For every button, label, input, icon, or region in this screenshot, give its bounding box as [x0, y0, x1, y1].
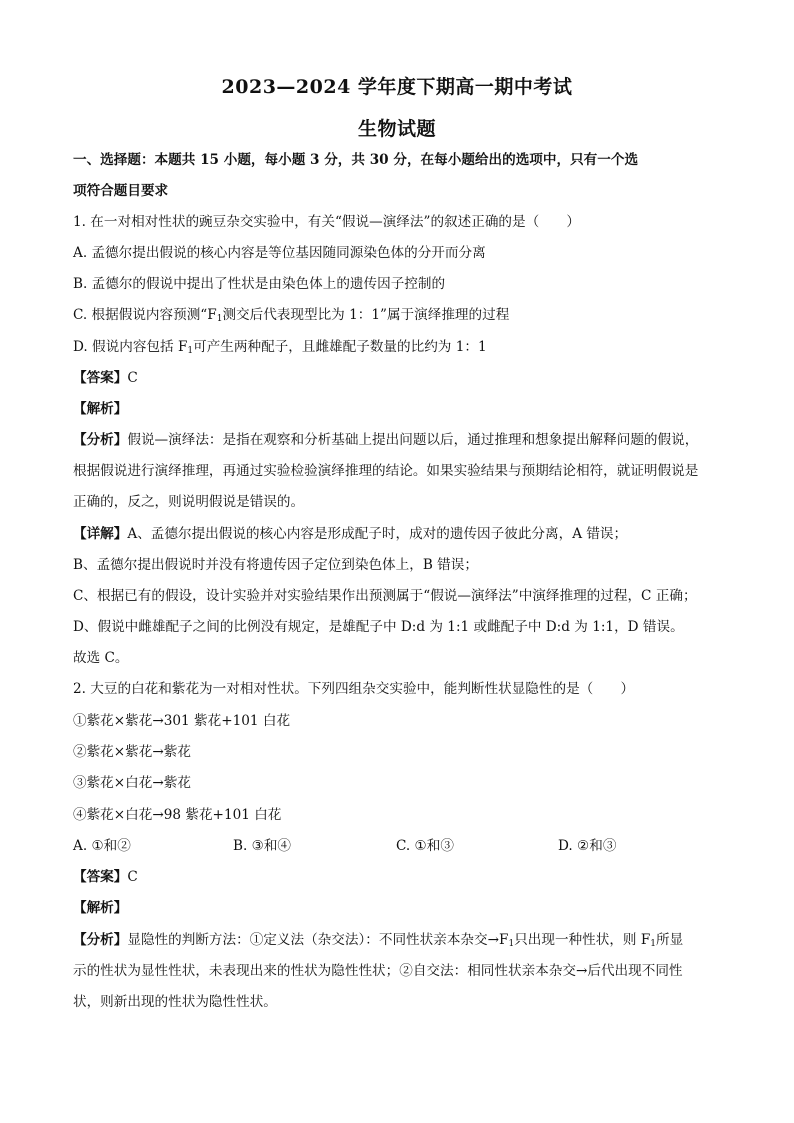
q2-analysis-tag: 【解析】	[73, 900, 128, 916]
fenxi-sub2: 1	[650, 939, 657, 949]
exam-subtitle: 生物试题	[357, 118, 436, 140]
q1-option-d-sub: 1	[187, 346, 194, 356]
fenxi-text: 假说—演绎法：是指在观察和分析基础上提出问题以后，通过推理和想象提出解释问题的假说，	[127, 432, 699, 448]
q2-option-d: D. ②和③	[558, 838, 617, 854]
q1-conclusion: 故选 C。	[73, 650, 129, 666]
q2-option-b: B. ③和④	[233, 838, 292, 854]
q1-option-c-sub: 1	[216, 314, 223, 324]
q2-item-4: ④紫花×白花→98 紫花+101 白花	[73, 807, 282, 823]
q1-option-d-post: 可产生两种配子，且雌雄配子数量的比约为 1：1	[193, 339, 487, 355]
answer-value: C	[127, 869, 138, 885]
q2-item-2: ②紫花×紫花→紫花	[73, 744, 191, 760]
q1-option-a: A. 孟德尔提出假说的核心内容是等位基因随同源染色体的分开而分离	[73, 245, 486, 261]
fenxi-sub: 1	[508, 939, 515, 949]
answer-value: C	[127, 370, 138, 386]
q1-option-d	[73, 337, 723, 357]
q2-option-a: A. ①和②	[73, 838, 131, 854]
q1-analysis-tag: 【解析】	[73, 401, 128, 417]
q2-fenxi-line2: 示的性状为显性性状，未表现出来的性状为隐性性状；②自交法：相同性状亲本杂交→后代出现不同性	[73, 963, 683, 979]
q1-fenxi-line2: 根据假说进行演绎推理，再通过实验检验演绎推理的结论。如果实验结果与预期结论相符，就证明假说是	[73, 463, 699, 479]
q2-fenxi-line1	[73, 930, 723, 950]
xiangjie-text: A、孟德尔提出假说的核心内容是形成配子时，成对的遗传因子彼此分离，A 错误；	[127, 526, 628, 542]
q1-answer	[73, 368, 723, 388]
q2-stem: 2. 大豆的白花和紫花为一对相对性状。下列四组杂交实验中，能判断性状显隐性的是（ ）	[73, 681, 635, 697]
xiangjie-tag: 【详解】	[73, 526, 128, 542]
q1-xiangjie-line2: B、孟德尔提出假说时并没有将遗传因子定位到染色体上，B 错误；	[73, 557, 478, 573]
q2-option-c: C. ①和③	[396, 838, 454, 854]
fenxi-tag: 【分析】	[73, 932, 128, 948]
fenxi-text-mid: 只出现一种性状，则 F	[514, 932, 651, 948]
q1-option-c-post: 测交后代表现型比为 1：1”属于演绎推理的过程	[222, 307, 510, 323]
q2-item-3: ③紫花×白花→紫花	[73, 775, 191, 791]
q1-option-c	[73, 305, 723, 325]
section-heading-line1: 一、选择题：本题共 15 小题，每小题 3 分，共 30 分，在每小题给出的选项中，只有一个选	[73, 152, 639, 168]
answer-tag: 【答案】	[73, 869, 128, 885]
fenxi-text-post: 所显	[656, 932, 684, 948]
q1-option-b: B. 孟德尔的假说中提出了性状是由染色体上的遗传因子控制的	[73, 276, 446, 292]
q1-option-d-pre: D. 假说内容包括 F	[73, 339, 188, 355]
q2-fenxi-line3: 状，则新出现的性状为隐性性状。	[73, 994, 277, 1010]
answer-tag: 【答案】	[73, 370, 128, 386]
q1-xiangjie-line3: C、根据已有的假设，设计实验并对实验结果作出预测属于“假说—演绎法”中演绎推理的过程，C 正确；	[73, 588, 697, 604]
q1-fenxi-line1	[73, 430, 723, 450]
q1-stem: 1. 在一对相对性状的豌豆杂交实验中，有关“假说—演绎法”的叙述正确的是（ ）	[73, 214, 580, 230]
q2-answer	[73, 867, 723, 887]
q1-xiangjie-line1	[73, 524, 723, 544]
q1-fenxi-line3: 正确的，反之，则说明假说是错误的。	[73, 494, 305, 510]
q1-xiangjie-line4: D、假说中雌雄配子之间的比例没有规定，是雄配子中 D:d 为 1:1 或雌配子中 D:d 为 1:1，D 错误。	[73, 619, 684, 635]
q1-option-c-pre: C. 根据假说内容预测“F	[73, 307, 217, 323]
exam-title: 2023—2024 学年度下期高一期中考试	[221, 76, 573, 98]
fenxi-tag: 【分析】	[73, 432, 128, 448]
fenxi-text-pre: 显隐性的判断方法：①定义法（杂交法）：不同性状亲本杂交→F	[127, 932, 509, 948]
q2-item-1: ①紫花×紫花→301 紫花+101 白花	[73, 713, 291, 729]
section-heading-line2: 项符合题目要求	[73, 183, 169, 199]
